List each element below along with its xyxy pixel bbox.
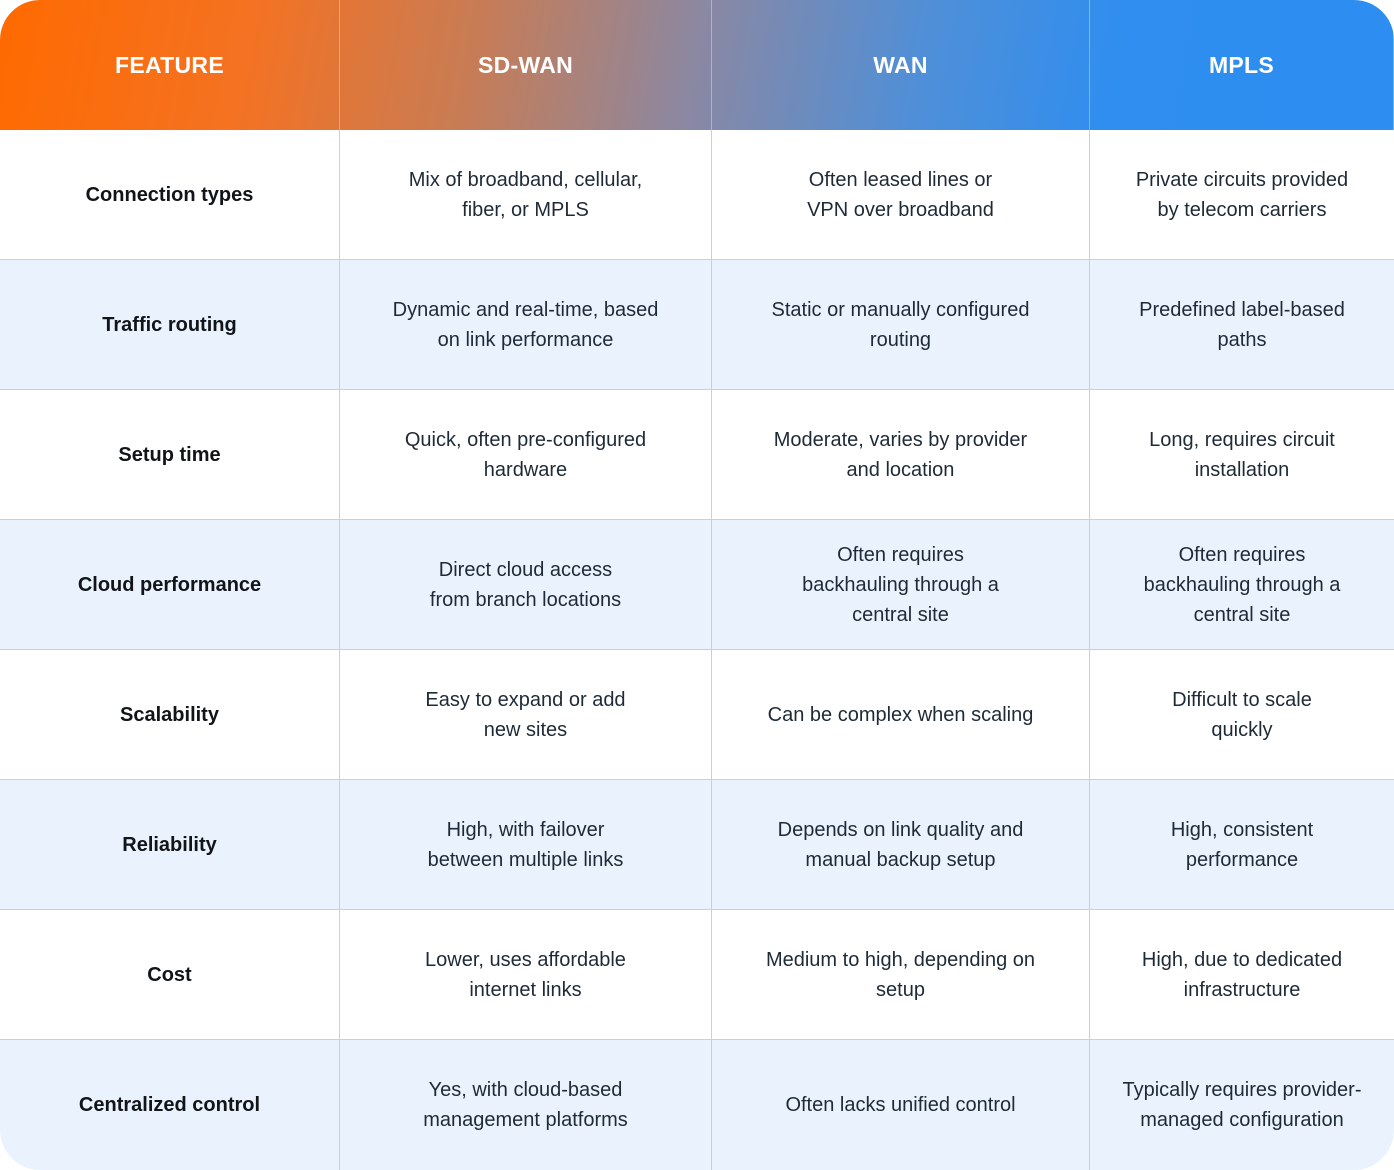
sd-wan-cell [340, 910, 712, 1040]
feature-cell [0, 130, 340, 260]
sd-wan-cell [340, 520, 712, 650]
sd-wan-cell [340, 650, 712, 780]
cell-text: Private circuits provided by telecom carriers [1135, 168, 1349, 221]
mpls-cell [1090, 130, 1394, 260]
sd-wan-cell [340, 260, 712, 390]
mpls-cell [1090, 780, 1394, 910]
cell-text: Can be complex when scaling [767, 703, 1034, 726]
cell-text: Predefined label-based paths [1139, 298, 1345, 351]
feature-cell [0, 780, 340, 910]
feature-label: Cloud performance [77, 573, 262, 596]
feature-cell [0, 390, 340, 520]
cell-text: Difficult to scale quickly [1172, 688, 1312, 741]
wan-cell [712, 780, 1090, 910]
cell-text: Static or manually configured routing [771, 298, 1030, 351]
cell-text: Often leased lines or VPN over broadband [807, 168, 994, 221]
wan-cell [712, 910, 1090, 1040]
cell-text: Dynamic and real-time, based on link performance [392, 298, 659, 351]
feature-cell [0, 260, 340, 390]
header-mpls: MPLS [1090, 0, 1394, 130]
cell-text: High, with failover between multiple links [427, 818, 624, 871]
cell-text: Lower, uses affordable internet links [425, 948, 626, 1001]
cell-text: Quick, often pre-configured hardware [404, 428, 647, 481]
cell-text: Often requires backhauling through a central site [1143, 543, 1341, 626]
feature-cell [0, 650, 340, 780]
feature-label: Traffic routing [102, 313, 237, 336]
wan-cell [712, 650, 1090, 780]
cell-text: Often requires backhauling through a central site [802, 543, 999, 626]
sd-wan-cell [340, 130, 712, 260]
feature-label: Cost [147, 963, 192, 986]
wan-cell [712, 130, 1090, 260]
sd-wan-cell [340, 780, 712, 910]
header-wan: WAN [712, 0, 1090, 130]
cell-text: High, consistent performance [1170, 818, 1314, 871]
cell-text: Mix of broadband, cellular, fiber, or MPLS [408, 168, 643, 221]
cell-text: Yes, with cloud-based management platforms [423, 1079, 628, 1131]
wan-cell [712, 1040, 1090, 1170]
cell-text: Depends on link quality and manual backup setup [777, 818, 1024, 871]
cell-text: Long, requires circuit installation [1149, 428, 1335, 481]
mpls-cell [1090, 910, 1394, 1040]
feature-cell [0, 520, 340, 650]
cell-text: Often lacks unified control [785, 1094, 1016, 1116]
cell-text: Typically requires provider- managed configuration [1122, 1079, 1362, 1131]
mpls-cell [1090, 390, 1394, 520]
feature-cell [0, 910, 340, 1040]
feature-cell [0, 1040, 340, 1170]
wan-cell [712, 390, 1090, 520]
cell-text: High, due to dedicated infrastructure [1141, 948, 1343, 1001]
sd-wan-cell [340, 390, 712, 520]
cell-text: Moderate, varies by provider and location [773, 428, 1028, 481]
header-feature: FEATURE [0, 0, 340, 130]
feature-label: Centralized control [78, 1094, 261, 1116]
header-sd-wan: SD-WAN [340, 0, 712, 130]
cell-text: Medium to high, depending on setup [765, 948, 1036, 1001]
mpls-cell [1090, 650, 1394, 780]
feature-label: Scalability [120, 703, 219, 726]
feature-label: Setup time [118, 443, 221, 466]
mpls-cell [1090, 260, 1394, 390]
cell-text: Direct cloud access from branch locations [429, 558, 622, 611]
wan-cell [712, 520, 1090, 650]
feature-label: Connection types [85, 183, 254, 206]
wan-cell [712, 260, 1090, 390]
feature-label: Reliability [122, 833, 217, 856]
cell-text: Easy to expand or add new sites [425, 688, 626, 741]
mpls-cell [1090, 520, 1394, 650]
sd-wan-cell [340, 1040, 712, 1170]
mpls-cell [1090, 1040, 1394, 1170]
